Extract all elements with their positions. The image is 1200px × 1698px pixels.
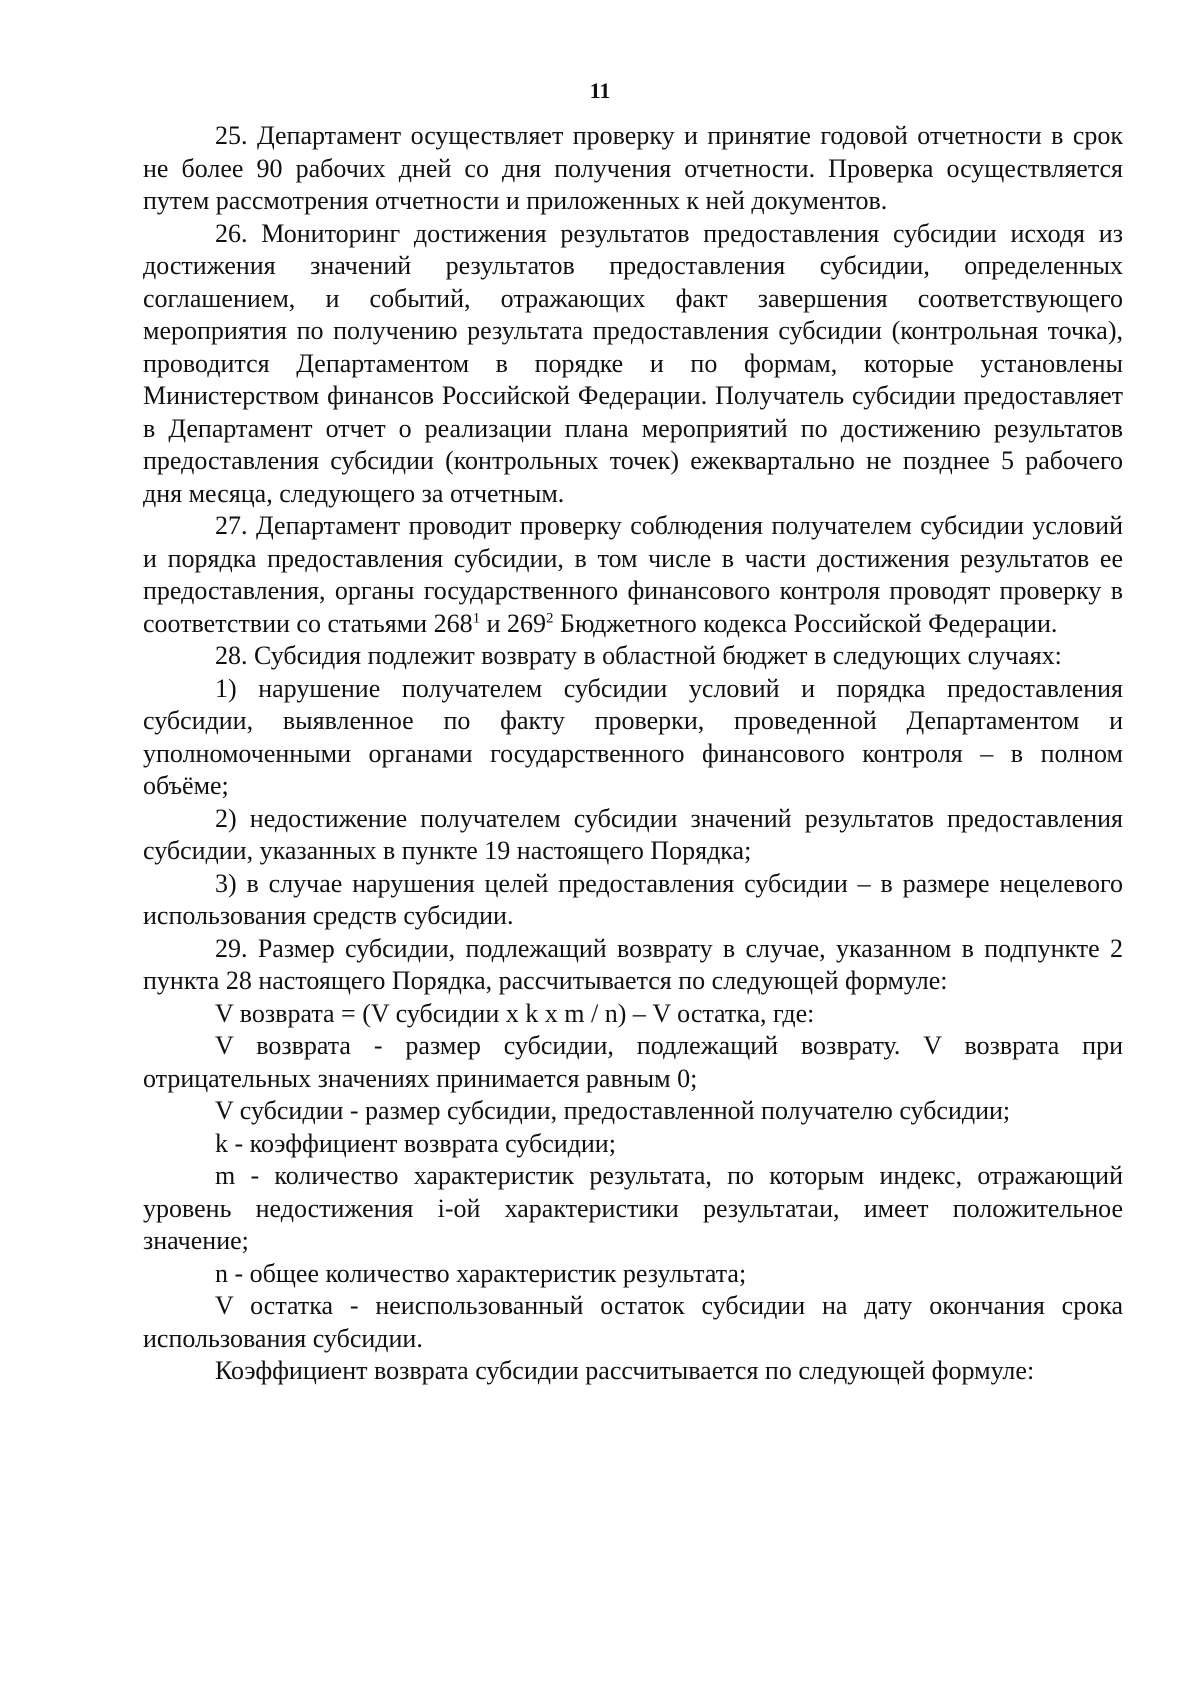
- coefficient-intro: Коэффициент возврата субсидии рассчитывается по следующей формуле:: [215, 1356, 1035, 1385]
- paragraph-27: [143, 510, 1123, 640]
- definition-n: n - общее количество характеристик результата;: [215, 1258, 747, 1288]
- definition-v-rest: V остатка - неиспользованный остаток субсидии на дату окончания срока использования субсидии.: [143, 1291, 1123, 1353]
- paragraph-28-item-2: 2) недостижение получателем субсидии значений результатов предоставления субсидии, указанных в пункте 19 настоящего Порядка;: [143, 803, 1123, 865]
- paragraph-27-text-c: Бюджетного кодекса Российской Федерации.: [553, 608, 1058, 638]
- superscript-2: 2: [546, 609, 554, 626]
- paragraph-29: 29. Размер субсидии, подлежащий возврату в случае, указанном в подпункте 2 пункта 28 настоящего Порядка, рассчитывается по следующей формуле:: [143, 933, 1123, 995]
- paragraph-27-text-a: 27. Департамент проводит проверку соблюдения получателем субсидии условий и порядка предоставления субсидии, в том числе в части достижения результатов ее предоставления, органы государственного финансового контроля проводят проверку в соответствии со статьями 268: [143, 511, 1123, 638]
- paragraph-26: 26. Мониторинг достижения результатов предоставления субсидии исходя из достижения значений результатов предоставления субсидии, определенных соглашением, и событий, отражающих факт завершения соответствующего мероприятия по получению результата предоставления субсидии (контрольная точка), проводится Департаментом в порядке и по формам, которые установлены Министерством финансов Российской Федерации. Получатель субсидии предоставляет в Департамент отчет о реализации плана мероприятий по достижению результатов предоставления субсидии (контрольных точек) ежеквартально не позднее 5 рабочего дня месяца, следующего за отчетным.: [143, 218, 1123, 508]
- paragraph-27-text-b: и 269: [480, 608, 547, 638]
- definition-v-return: V возврата - размер субсидии, подлежащий возврату. V возврата при отрицательных значениях принимается равным 0;: [143, 1031, 1123, 1093]
- paragraph-28: 28. Субсидия подлежит возврату в областной бюджет в следующих случаях:: [215, 641, 1062, 670]
- definition-k: k - коэффициент возврата субсидии;: [215, 1128, 616, 1158]
- definition-m: m - количество характеристик результата, по которым индекс, отражающий уровень недостижения i-ой характеристики результатаи, имеет положительное значение;: [143, 1161, 1123, 1255]
- superscript-1: 1: [472, 609, 481, 626]
- paragraph-28-item-1: 1) нарушение получателем субсидии условий и порядка предоставления субсидии, выявленное по факту проверки, проведенной Департаментом и уполномоченными органами государственного финансового контроля – в полном объёме;: [143, 673, 1123, 800]
- document-body: [143, 120, 1123, 1388]
- paragraph-25: 25. Департамент осуществляет проверку и принятие годовой отчетности в срок не более 90 рабочих дней со дня получения отчетности. Проверка осуществляется путем рассмотрения отчетности и приложенных к ней документов.: [143, 121, 1123, 215]
- definition-v-subsidy: V субсидии - размер субсидии, предоставленной получателю субсидии;: [215, 1096, 1011, 1125]
- formula-return: V возврата = (V субсидии x k x m / n) – V остатка, где:: [215, 998, 815, 1028]
- paragraph-28-item-3: 3) в случае нарушения целей предоставления субсидии – в размере нецелевого использования средств субсидии.: [143, 868, 1123, 930]
- page-number: 11: [589, 78, 611, 103]
